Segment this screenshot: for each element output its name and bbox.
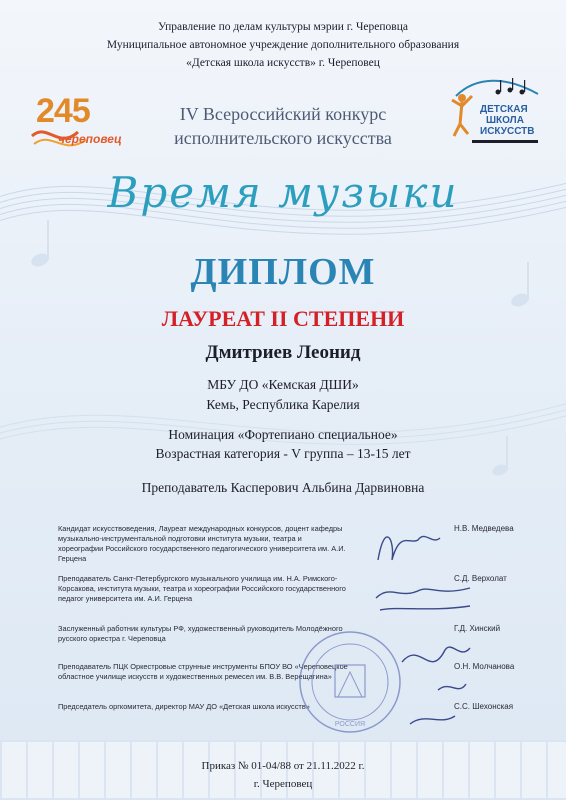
order-number: Приказ № 01-04/88 от 21.11.2022 г. bbox=[201, 760, 365, 772]
signatory-title: Преподаватель Санкт-Петербургского музыкального училища им. Н.А. Римского-Корсакова, института музыки, театра и хореографии Российского государственного педагог университета им. А.И. Герцена bbox=[58, 574, 346, 603]
signatory-row bbox=[58, 702, 558, 738]
nomination: Номинация «Фортепиано специальное» bbox=[168, 427, 398, 442]
contest-title bbox=[0, 102, 566, 150]
organization-header bbox=[0, 18, 566, 72]
signatory-title: Преподаватель ПЦК Оркестровые струнные инструменты БПОУ ВО «Череповецкое областное училище искусств и художественных ремесел им. В.В. Верещагина» bbox=[58, 662, 348, 681]
signatory-title: Председатель оргкомитета, директор МАУ ДО «Детская школа искусств» bbox=[58, 702, 310, 711]
signatories-list bbox=[58, 524, 558, 738]
footer-city: г. Череповец bbox=[253, 778, 313, 790]
recipient-location: Кемь, Республика Карелия bbox=[206, 397, 360, 412]
festival-script-title: Время музыки bbox=[107, 168, 459, 217]
signatory-row bbox=[58, 662, 558, 702]
signatory-name: С.Д. Верхолат bbox=[454, 574, 507, 583]
header-line-3: «Детская школа искусств» г. Череповец bbox=[186, 57, 380, 69]
age-category: Возрастная категория - V группа – 13-15 лет bbox=[155, 446, 411, 461]
contest-line-2: исполнительского искусства bbox=[174, 128, 392, 148]
stamp-bottom-text: РОССИЯ bbox=[334, 721, 366, 728]
signatory-name: Г.Д. Хинский bbox=[454, 624, 501, 633]
contest-line-1: IV Всероссийский конкурс bbox=[179, 104, 387, 124]
logo-word-2: ШКОЛА bbox=[486, 115, 524, 126]
signatory-row bbox=[58, 624, 558, 662]
recipient-name: Дмитриев Леонид bbox=[205, 342, 361, 363]
recipient-school: МБУ ДО «Кемская ДШИ» bbox=[207, 377, 359, 392]
signatory-name: С.С. Шехонская bbox=[454, 702, 514, 711]
diploma-heading: ДИПЛОМ bbox=[190, 251, 376, 293]
logo-word-1: ДЕТСКАЯ bbox=[480, 104, 528, 115]
logo-word-3: ИСКУССТВ bbox=[480, 126, 535, 137]
header-line-1: Управление по делам культуры мэрии г. Череповца bbox=[158, 21, 408, 33]
signatory-title: Кандидат искусствоведения, Лауреат международных конкурсов, доцент кафедры музыкально-инструментальной подготовки института музыки, театра и хореографии Российского государственного педагогического университета им. А.И. Герцена bbox=[58, 524, 346, 563]
signatory-row bbox=[58, 524, 558, 574]
signatory-row bbox=[58, 574, 558, 624]
teacher: Преподаватель Касперович Альбина Дарвиновна bbox=[141, 480, 425, 495]
signatory-name: Н.В. Медведева bbox=[454, 524, 514, 533]
logo-city: череповец bbox=[58, 132, 122, 146]
signatory-name: О.Н. Молчанова bbox=[454, 662, 515, 671]
signatory-title: Заслуженный работник культуры РФ, художественный руководитель Молодёжного русского оркестра г. Череповца bbox=[58, 624, 343, 643]
laureate-degree: ЛАУРЕАТ II СТЕПЕНИ bbox=[161, 306, 405, 331]
logo-number: 245 bbox=[36, 92, 90, 130]
header-line-2: Муниципальное автономное учреждение дополнительного образования bbox=[106, 39, 460, 51]
